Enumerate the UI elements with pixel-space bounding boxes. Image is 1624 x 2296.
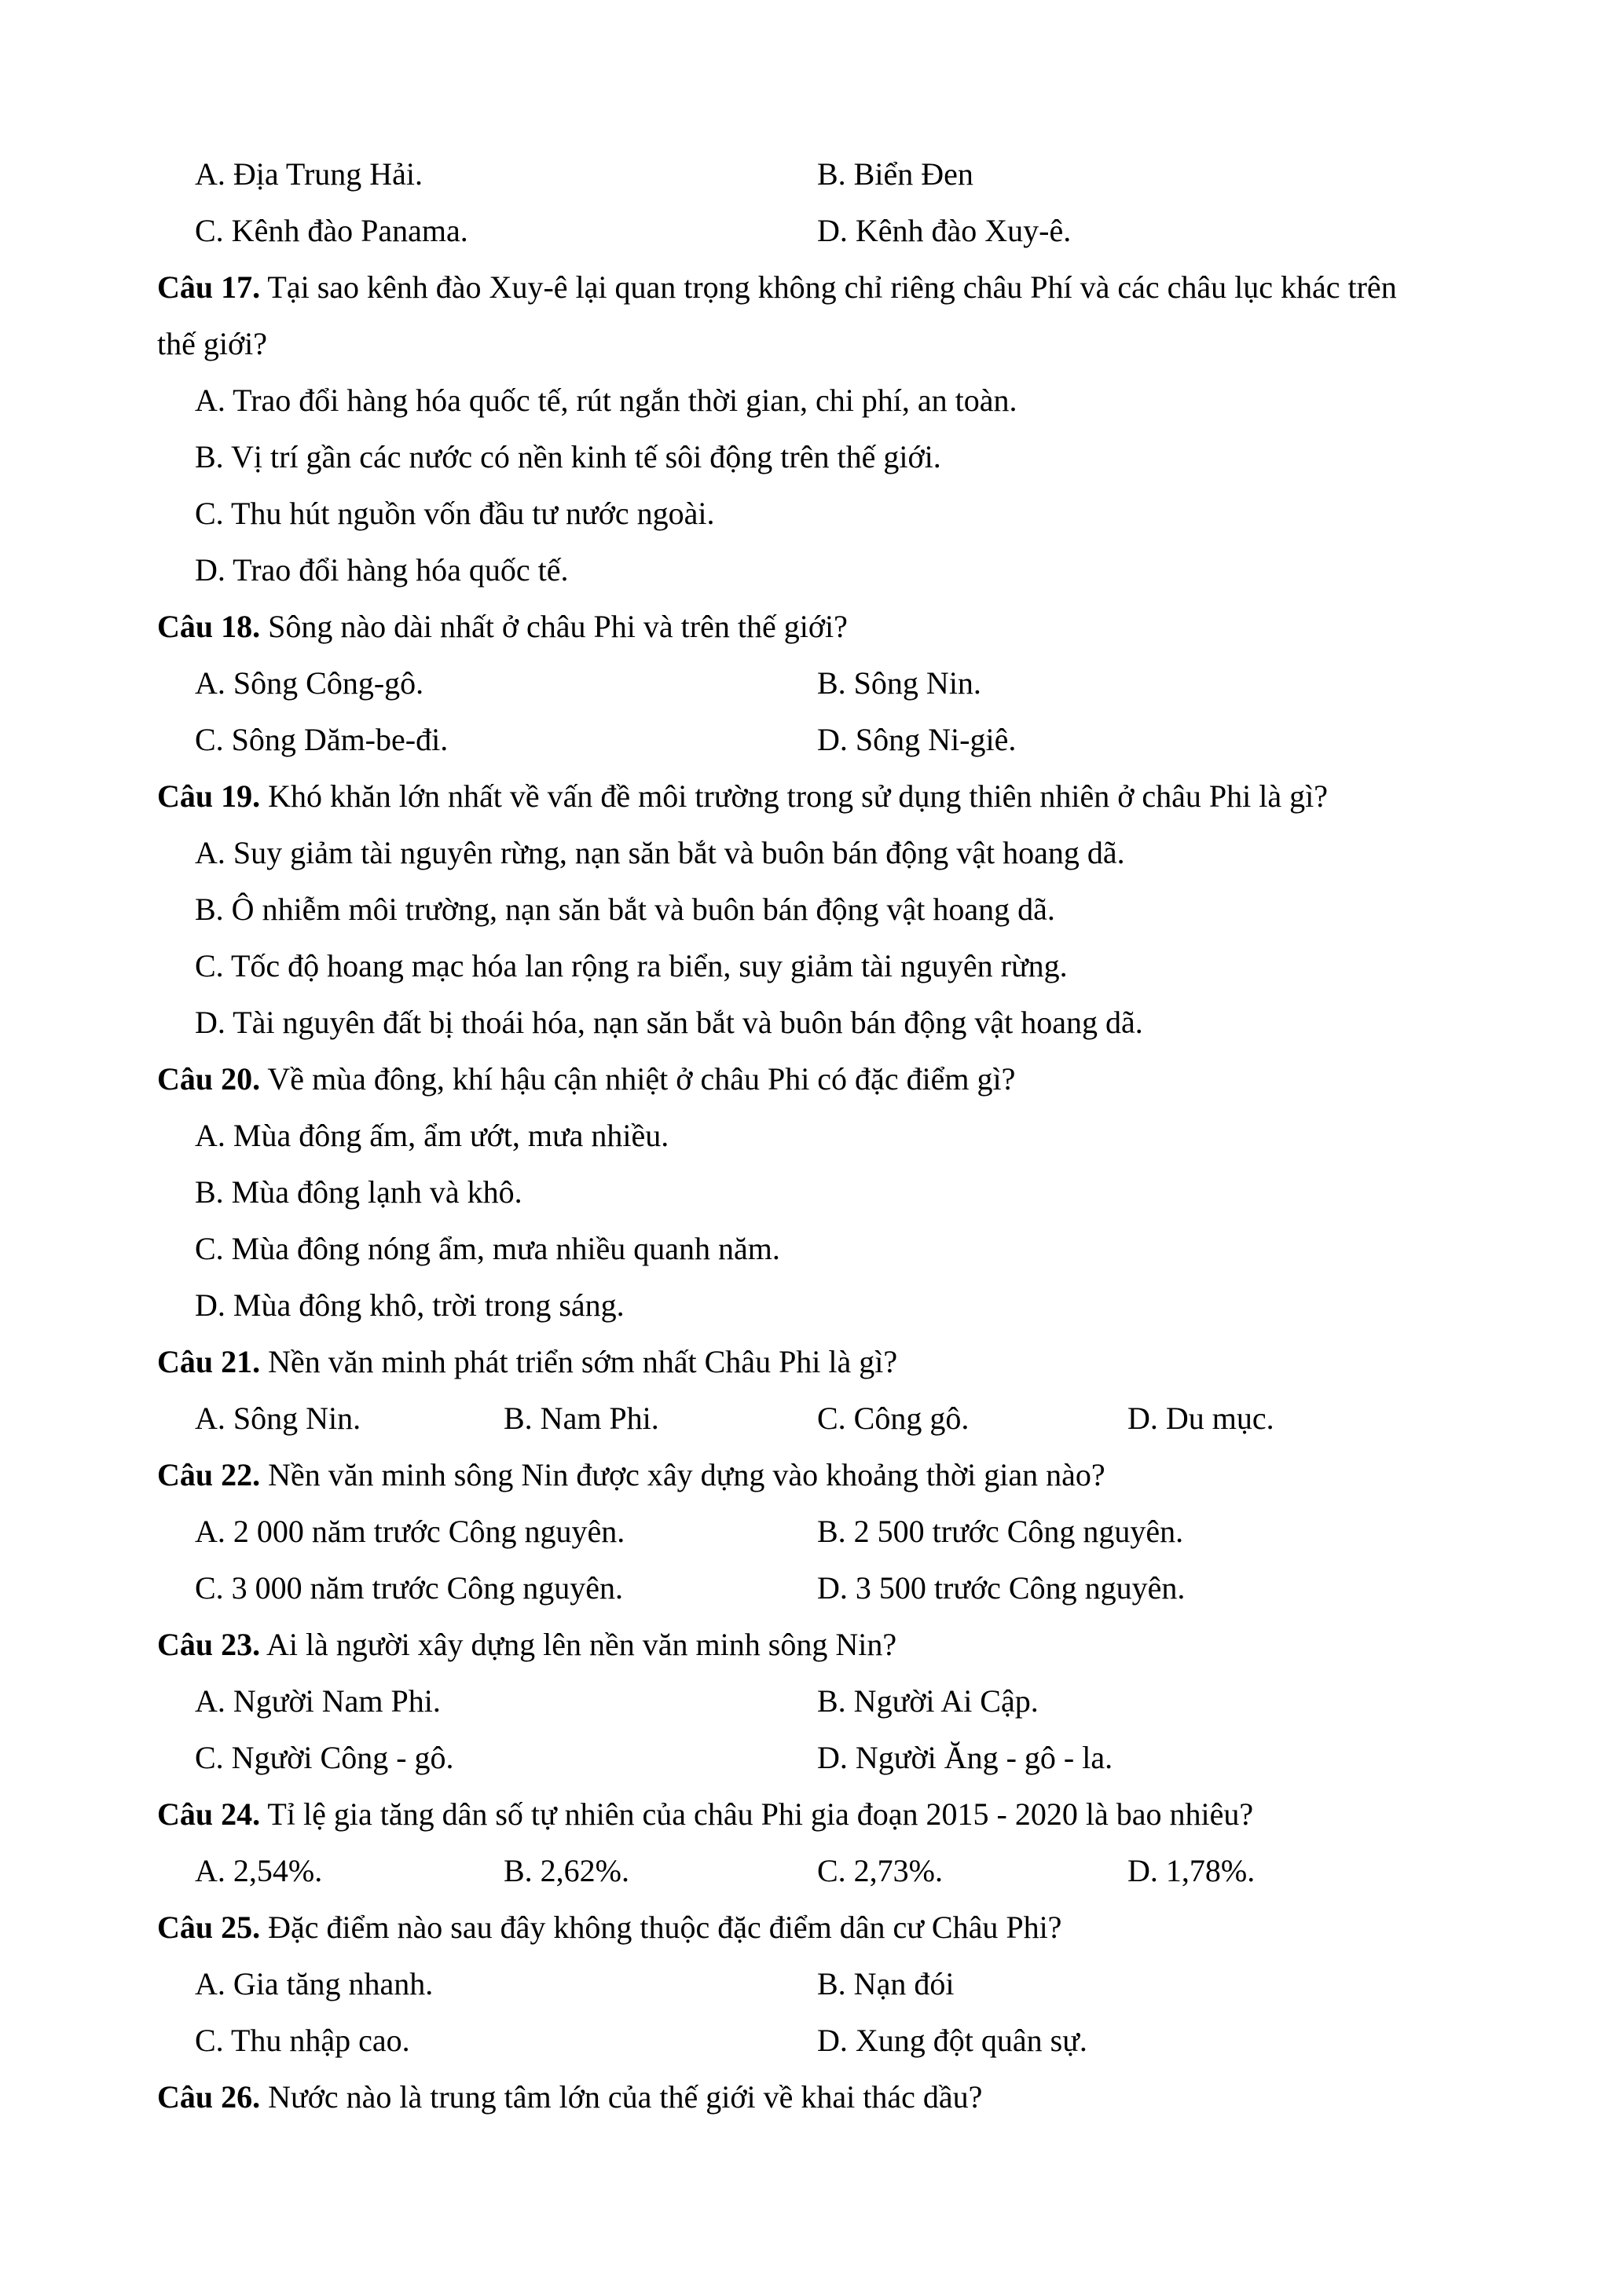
- option-row: [0, 203, 1624, 259]
- question-24: [0, 1786, 1624, 1843]
- option-d: D. 3 500 trước Công nguyên.: [817, 1570, 1186, 1606]
- option-d: D. Xung đột quân sự.: [817, 2023, 1087, 2058]
- option-d: D. Trao đổi hàng hóa quốc tế.: [195, 552, 569, 588]
- option-a: A. Trao đổi hàng hóa quốc tế, rút ngắn thời gian, chi phí, an toàn.: [195, 383, 1017, 418]
- option-b: B. Mùa đông lạnh và khô.: [195, 1174, 522, 1210]
- option-d: D. Người Ăng - gô - la.: [817, 1740, 1113, 1775]
- option-b: B. Người Ai Cập.: [817, 1683, 1039, 1719]
- option-a: A. 2,54%.: [195, 1853, 323, 1888]
- question-number: Câu 26.: [157, 2079, 261, 2115]
- option-a: A. 2 000 năm trước Công nguyên.: [195, 1514, 625, 1549]
- option-a: A. Gia tăng nhanh.: [195, 1966, 434, 2001]
- question-text: Tại sao kênh đào Xuy-ê lại quan trọng không chỉ riêng châu Phí và các châu lục khác trên: [267, 269, 1397, 305]
- question-text: Nước nào là trung tâm lớn của thế giới về khai thác dầu?: [268, 2079, 983, 2115]
- question-21: [0, 1334, 1624, 1390]
- option-c: C. Công gô.: [817, 1401, 970, 1436]
- option-c: C. Thu hút nguồn vốn đầu tư nước ngoài.: [195, 496, 715, 531]
- option-d: D. 1,78%.: [1127, 1853, 1256, 1888]
- option-a: A. Địa Trung Hải.: [195, 156, 423, 192]
- question-number: Câu 19.: [157, 778, 261, 814]
- question-number: Câu 22.: [157, 1457, 261, 1492]
- option-d: D. Mùa đông khô, trời trong sáng.: [195, 1287, 625, 1323]
- question-18: [0, 599, 1624, 655]
- question-20: [0, 1051, 1624, 1108]
- question-text-cont: thế giới?: [157, 326, 267, 361]
- option-b: B. Nạn đói: [817, 1966, 955, 2001]
- option-a: A. Sông Nin.: [195, 1401, 361, 1436]
- question-number: Câu 25.: [157, 1910, 261, 1945]
- option-a: A. Suy giảm tài nguyên rừng, nạn săn bắt và buôn bán động vật hoang dã.: [195, 835, 1125, 870]
- question-text: Sông nào dài nhất ở châu Phi và trên thế giới?: [268, 609, 848, 644]
- option-a: A. Sông Công-gô.: [195, 665, 424, 701]
- option-c: C. Tốc độ hoang mạc hóa lan rộng ra biển, suy giảm tài nguyên rừng.: [195, 948, 1068, 983]
- question-number: Câu 18.: [157, 609, 261, 644]
- option-d: D. Sông Ni-giê.: [817, 722, 1017, 757]
- option-b: B. Vị trí gần các nước có nền kinh tế sôi động trên thế giới.: [195, 439, 941, 474]
- option-c: C. Thu nhập cao.: [195, 2023, 410, 2058]
- option-d: D. Du mục.: [1127, 1401, 1274, 1436]
- question-text: Đặc điểm nào sau đây không thuộc đặc điểm dân cư Châu Phi?: [268, 1910, 1062, 1945]
- question-25: [0, 1899, 1624, 1956]
- option-b: B. Nam Phi.: [504, 1401, 659, 1436]
- question-17: [0, 259, 1624, 316]
- option-c: C. Sông Dăm-be-đi.: [195, 722, 449, 757]
- question-text: Nền văn minh phát triển sớm nhất Châu Phi là gì?: [268, 1344, 898, 1379]
- question-19: [0, 768, 1624, 825]
- question-22: [0, 1447, 1624, 1503]
- option-b: B. Biển Đen: [817, 156, 973, 192]
- option-row: [0, 146, 1624, 203]
- option-b: B. Sông Nin.: [817, 665, 981, 701]
- question-text: Nền văn minh sông Nin được xây dựng vào khoảng thời gian nào?: [268, 1457, 1105, 1492]
- question-number: Câu 23.: [157, 1627, 261, 1662]
- question-23: [0, 1617, 1624, 1673]
- option-b: B. Ô nhiễm môi trường, nạn săn bắt và buôn bán động vật hoang dã.: [195, 892, 1055, 927]
- question-number: Câu 21.: [157, 1344, 261, 1379]
- question-text: Về mùa đông, khí hậu cận nhiệt ở châu Phi có đặc điểm gì?: [267, 1061, 1016, 1097]
- question-text: Ai là người xây dựng lên nền văn minh sông Nin?: [266, 1627, 897, 1662]
- option-c: C. Mùa đông nóng ẩm, mưa nhiều quanh năm.: [195, 1231, 780, 1266]
- option-c: C. Người Công - gô.: [195, 1740, 454, 1775]
- option-d: D. Tài nguyên đất bị thoái hóa, nạn săn bắt và buôn bán động vật hoang dã.: [195, 1005, 1143, 1040]
- question-number: Câu 24.: [157, 1796, 261, 1832]
- option-a: A. Người Nam Phi.: [195, 1683, 441, 1719]
- question-number: Câu 20.: [157, 1061, 261, 1097]
- question-text: Khó khăn lớn nhất về vấn đề môi trường trong sử dụng thiên nhiên ở châu Phi là gì?: [268, 778, 1328, 814]
- option-c: C. Kênh đào Panama.: [195, 213, 468, 248]
- question-26: [0, 2069, 1624, 2126]
- option-a: A. Mùa đông ấm, ẩm ướt, mưa nhiều.: [195, 1118, 669, 1153]
- option-d: D. Kênh đào Xuy-ê.: [817, 213, 1072, 248]
- question-text: Tỉ lệ gia tăng dân số tự nhiên của châu Phi gia đoạn 2015 - 2020 là bao nhiêu?: [267, 1796, 1254, 1832]
- option-c: C. 2,73%.: [817, 1853, 943, 1888]
- option-c: C. 3 000 năm trước Công nguyên.: [195, 1570, 623, 1606]
- option-b: B. 2 500 trước Công nguyên.: [817, 1514, 1184, 1549]
- question-17-cont: [0, 316, 1624, 372]
- option-b: B. 2,62%.: [504, 1853, 629, 1888]
- question-number: Câu 17.: [157, 269, 261, 305]
